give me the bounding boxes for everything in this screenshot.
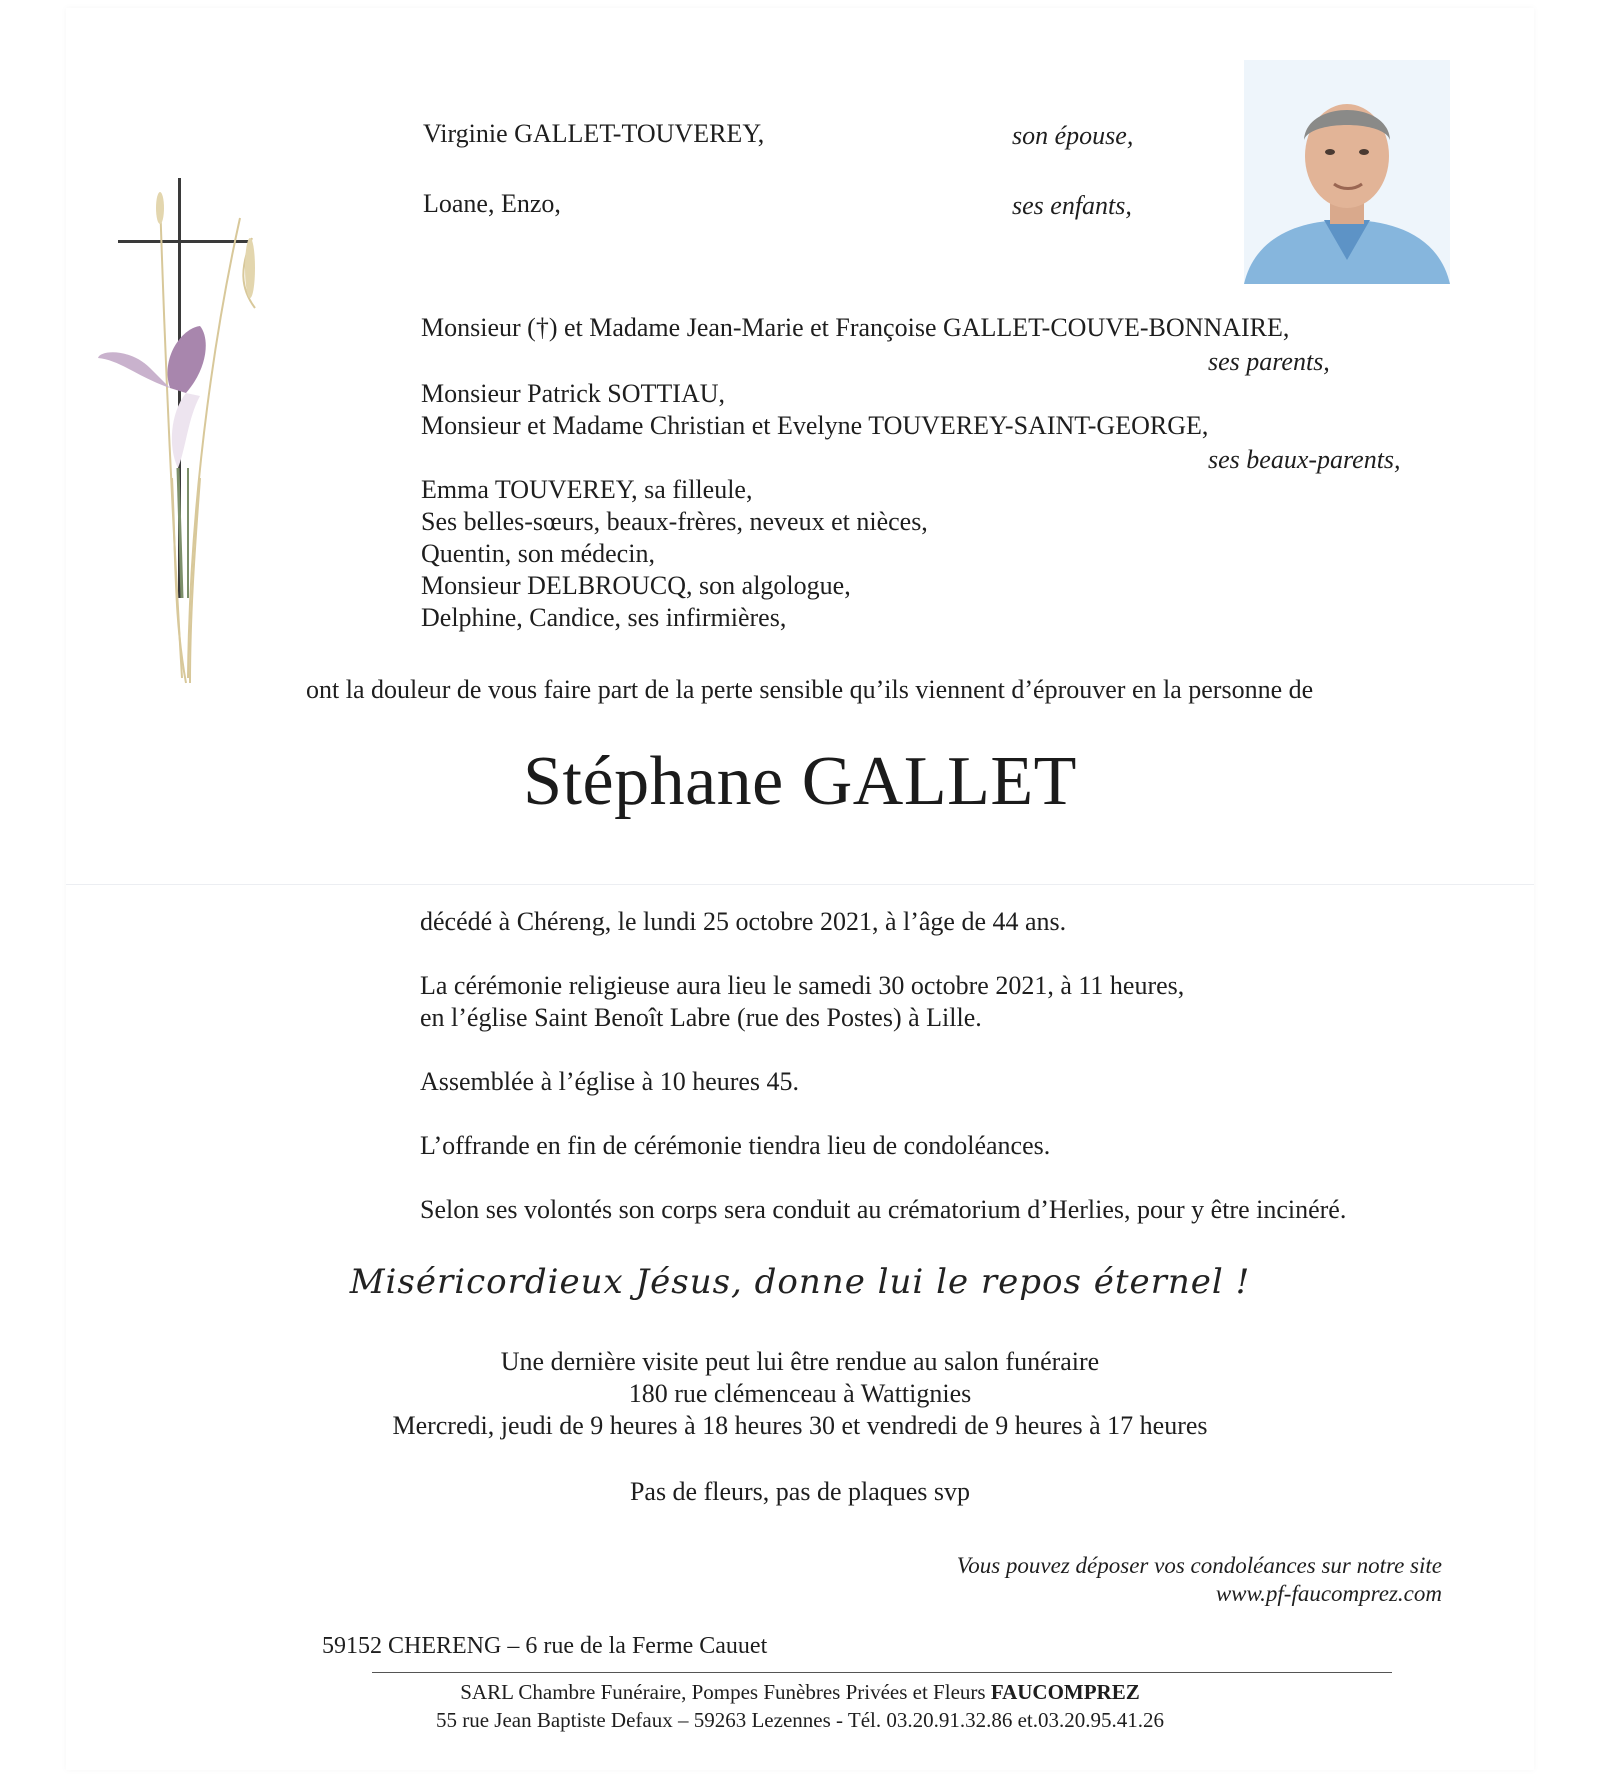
parents-role: ses parents, [1208,347,1330,376]
death-details: décédé à Chéreng, le lundi 25 octobre 2021, à l’âge de 44 ans. [420,907,1067,936]
family-line: Monsieur DELBROUCQ, son algologue, [421,571,851,600]
spouse-name: Virginie GALLET-TOUVEREY, [423,119,765,148]
announcement-text: ont la douleur de vous faire part de la perte sensible qu’ils viennent d’éprouver en la personne de [306,675,1314,704]
condolences-text: Vous pouvez déposer vos condoléances sur notre site [956,1553,1442,1578]
flowers-note: Pas de fleurs, pas de plaques svp [629,1477,971,1506]
wheat-icon [156,192,255,683]
condolences-website[interactable]: www.pf-faucomprez.com [1215,1581,1442,1606]
footer-company [0,1678,1600,1706]
family-line: Ses belles-sœurs, beaux-frères, neveux et nièces, [421,507,928,536]
children-role: ses enfants, [1012,191,1132,220]
family-line: Emma TOUVEREY, sa filleule, [421,475,753,504]
offering-text: L’offrande en fin de cérémonie tiendra lieu de condoléances. [420,1131,1051,1160]
footer-company-prefix: SARL Chambre Funéraire, Pompes Funèbres Privées et Fleurs [460,1680,986,1704]
ceremony-line-2: en l’église Saint Benoît Labre (rue des Postes) à Lille. [420,1003,982,1032]
address-text: 59152 CHERENG – 6 rue de la Ferme Cauuet [322,1633,768,1659]
footer-rule [372,1672,1392,1673]
prayer-text: Miséricordieux Jésus, donne lui le repos éternel ! [349,1262,1251,1302]
cremation-text: Selon ses volontés son corps sera conduit au crématorium d’Herlies, pour y être incinéré. [420,1195,1347,1224]
footer-company-name: FAUCOMPREZ [990,1680,1140,1704]
footer-contact: 55 rue Jean Baptiste Defaux – 59263 Lezennes - Tél. 03.20.91.32.86 et.03.20.95.41.26 [435,1708,1165,1732]
spouse-role: son épouse, [1012,121,1134,150]
visit-line-2: 180 rue clémenceau à Wattignies [628,1379,972,1408]
assembly-text: Assemblée à l’église à 10 heures 45. [420,1067,800,1096]
fold-line [66,884,1534,885]
portrait-photo [1244,60,1450,284]
visit-line-3: Mercredi, jeudi de 9 heures à 18 heures 30 et vendredi de 9 heures à 17 heures [392,1411,1208,1440]
calla-lily-icon [98,326,206,598]
in-law-line-2: Monsieur et Madame Christian et Evelyne TOUVEREY-SAINT-GEORGE, [421,411,1209,440]
deceased-name: Stéphane GALLET [523,743,1077,820]
children-names: Loane, Enzo, [423,189,561,218]
visit-line-1: Une dernière visite peut lui être rendue au salon funéraire [500,1347,1100,1376]
parents-line: Monsieur (†) et Madame Jean-Marie et Françoise GALLET-COUVE-BONNAIRE, [421,313,1290,342]
family-line: Delphine, Candice, ses infirmières, [421,603,787,632]
in-law-line-1: Monsieur Patrick SOTTIAU, [421,379,726,408]
ceremony-line-1: La cérémonie religieuse aura lieu le samedi 30 octobre 2021, à 11 heures, [420,971,1185,1000]
cross-lily-ornament [90,178,270,690]
in-laws-role: ses beaux-parents, [1208,445,1401,474]
family-line: Quentin, son médecin, [421,539,655,568]
